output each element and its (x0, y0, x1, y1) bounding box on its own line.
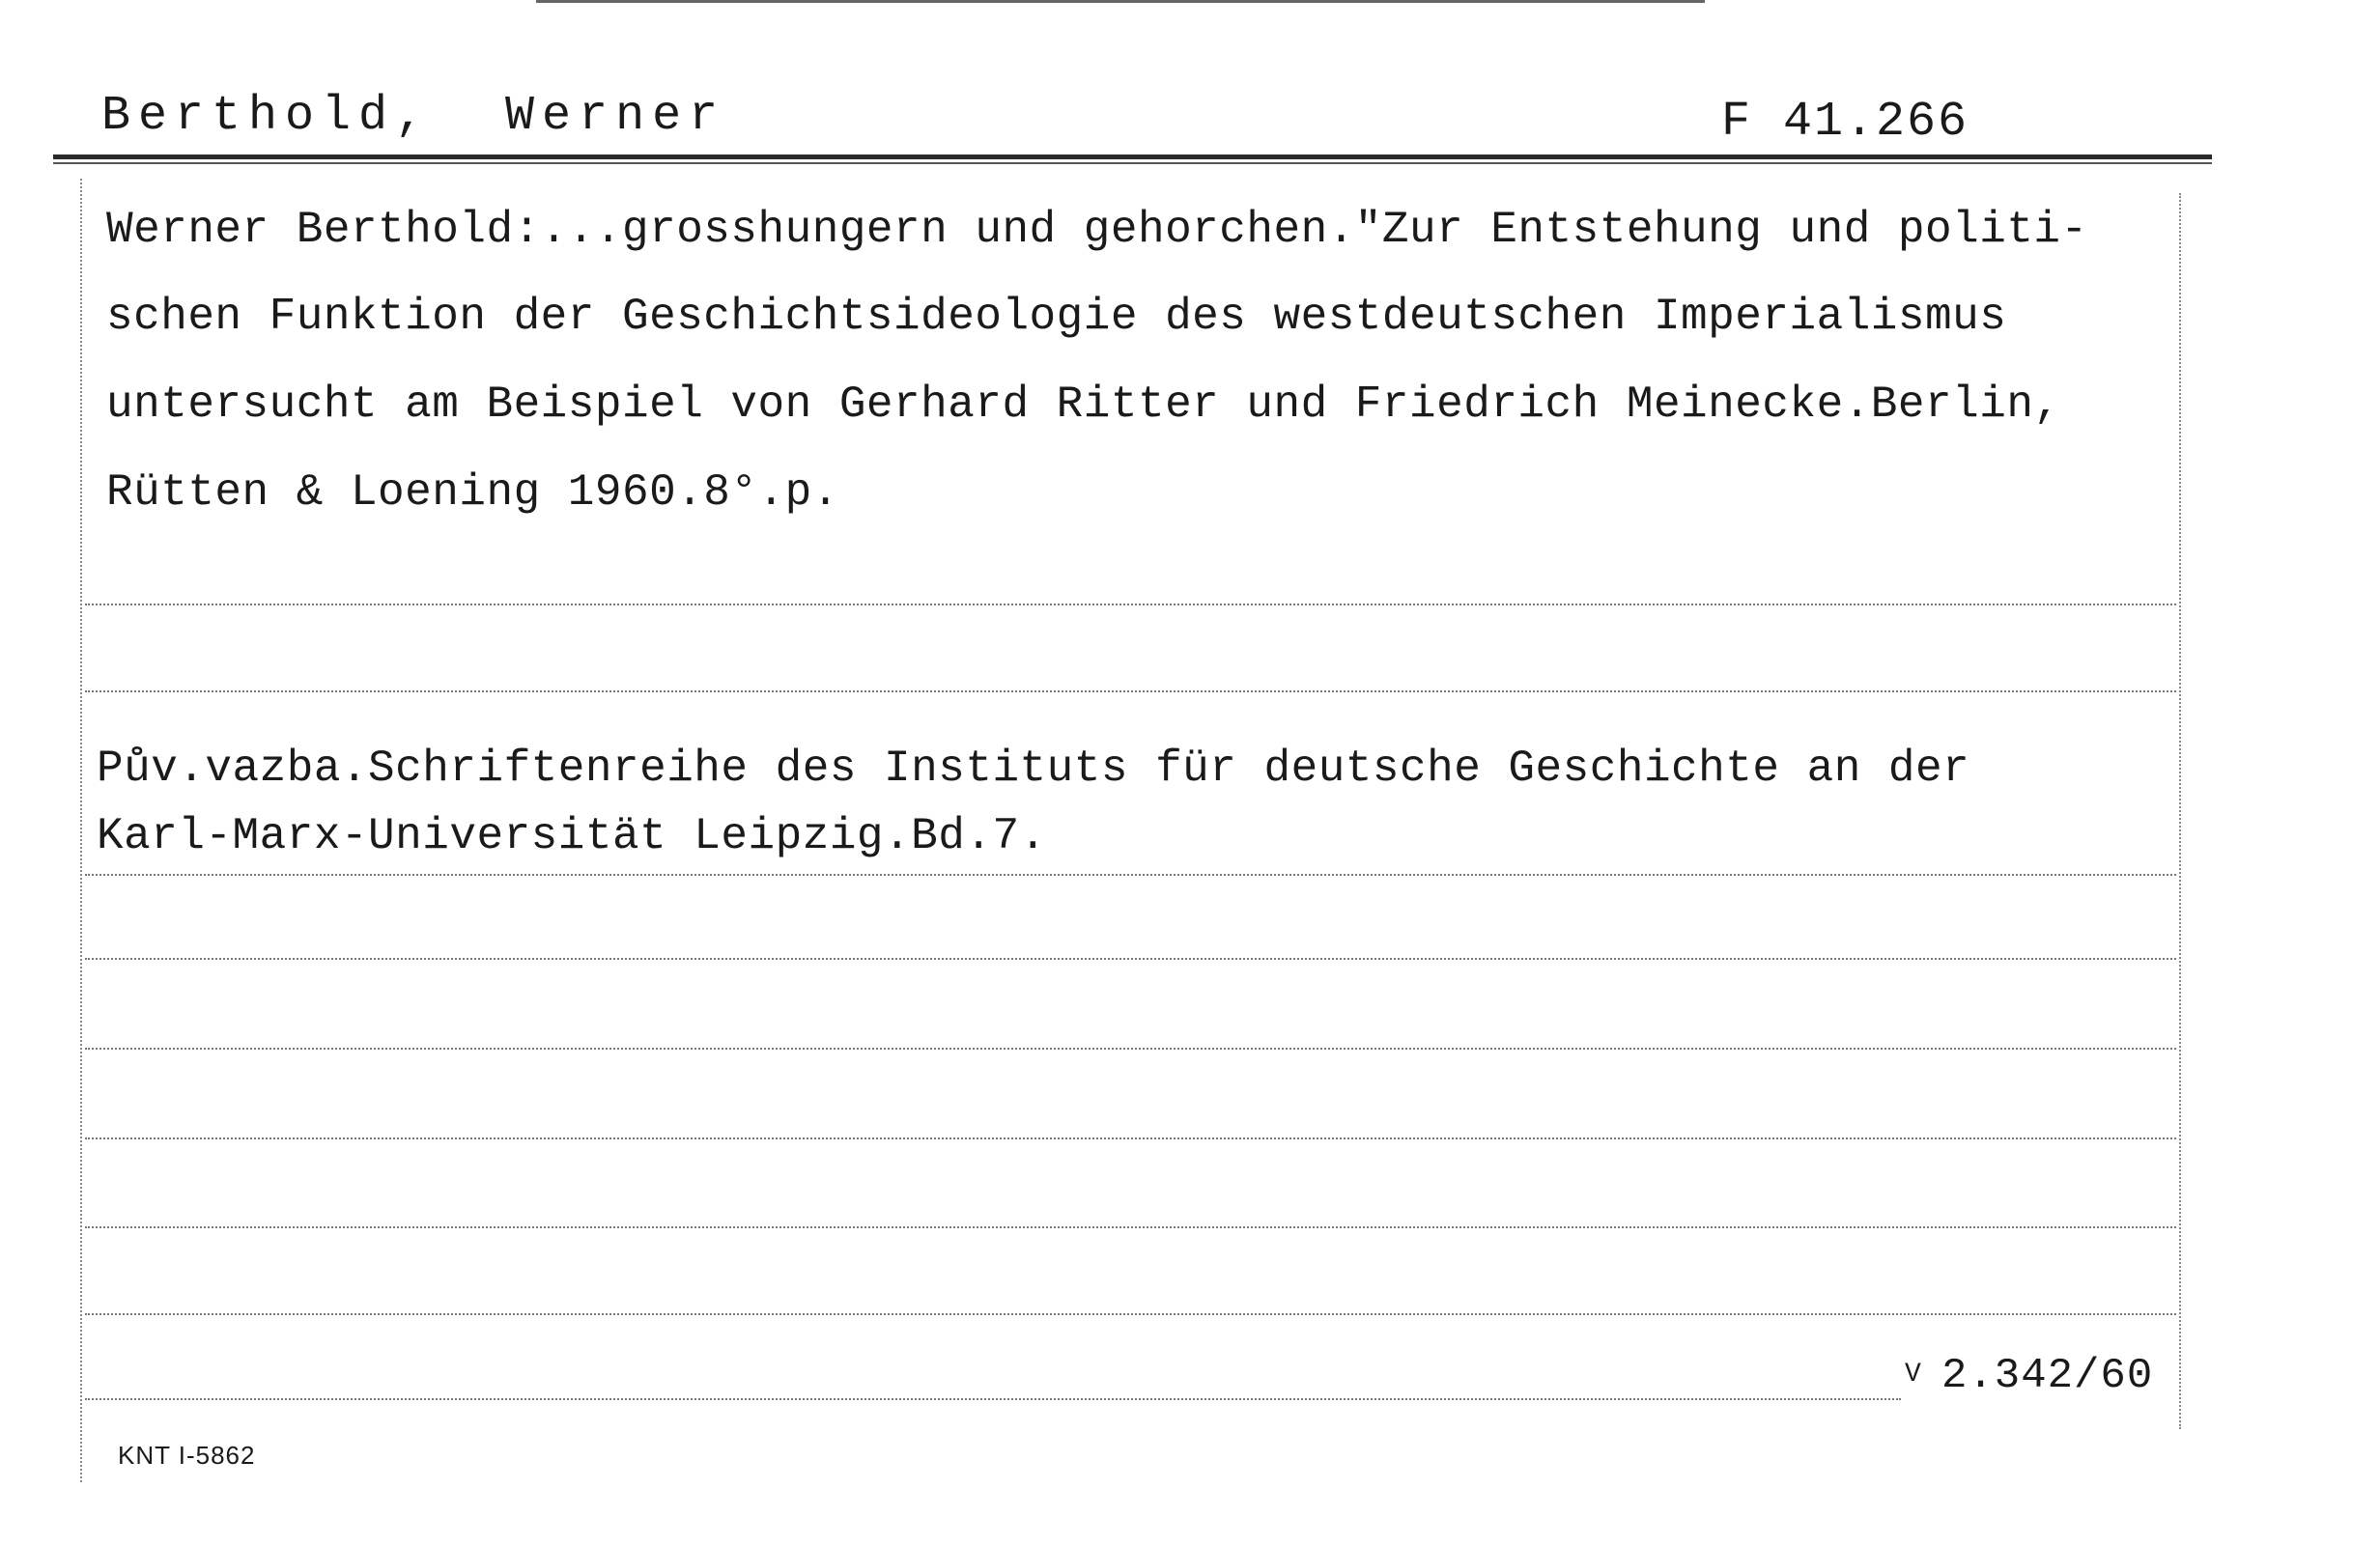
heading-name: Berthold, Werner (101, 89, 726, 144)
title-line-4: Rütten & Loening 1960.8°.p. (106, 467, 839, 518)
header-rule-secondary (53, 162, 2212, 164)
guide-line (85, 604, 2176, 605)
guide-line (85, 1226, 2176, 1228)
guide-line (85, 874, 2176, 876)
guide-line (85, 958, 2176, 960)
printer-label: KNT I-5862 (118, 1441, 256, 1470)
title-line-2: schen Funktion der Geschichtsideologie des westdeutschen Imperialismus (106, 292, 2007, 342)
card-left-border (80, 179, 82, 1482)
title-line-1: Werner Berthold:...grosshungern und gehorchen."Zur Entstehung und politi- (106, 205, 2088, 255)
header-rule (53, 154, 2212, 159)
note-line-1: Pův.vazba.Schriftenreihe des Instituts für deutsche Geschichte an der (97, 744, 1970, 794)
call-number: F 41.266 (1721, 95, 1969, 150)
card-top-edge (536, 0, 1705, 3)
accession-number: 2.342/60 (1941, 1352, 2154, 1400)
guide-line (85, 1398, 1901, 1400)
title-line-3: untersucht am Beispiel von Gerhard Ritter und Friedrich Meinecke.Berlin, (106, 379, 2061, 430)
footer-mark: V (1905, 1360, 1922, 1390)
guide-line (85, 1048, 2176, 1050)
guide-line (85, 1313, 2176, 1315)
note-line-2: Karl-Marx-Universität Leipzig.Bd.7. (97, 811, 1047, 861)
guide-line (85, 1138, 2176, 1139)
card-right-border (2179, 193, 2181, 1429)
guide-line (85, 690, 2176, 692)
